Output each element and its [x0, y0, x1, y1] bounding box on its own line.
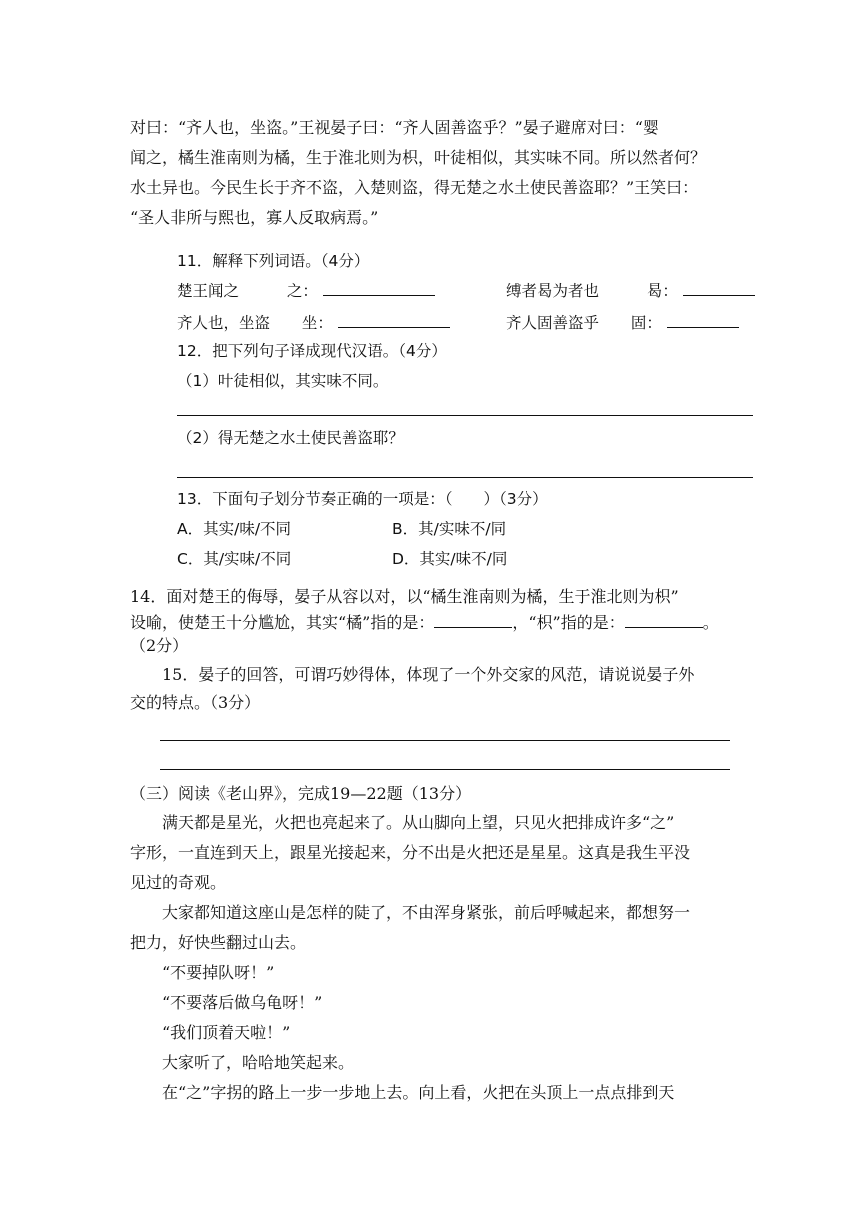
q11-item-1 [177, 279, 435, 302]
section3-line: 满天都是星光，火把也亮起来了。从山脚向上望，只见火把排成许多“之” [162, 813, 675, 832]
section3-line: “不要掉队呀！” [162, 963, 275, 982]
section3-line: “不要落后做乌龟呀！” [162, 993, 323, 1012]
q11-phrase: 齐人固善盗乎 [506, 314, 600, 332]
section3-line: 大家听了，哈哈地笑起来。 [162, 1053, 355, 1072]
passage-line-3: 水土异也。今民生长于齐不盗，入楚则盗，得无楚之水土使民善盗耶？”王笑曰： [130, 178, 699, 197]
answer-blank[interactable] [434, 611, 512, 628]
q11-word: 坐： [301, 314, 333, 332]
answer-line[interactable] [177, 477, 753, 478]
answer-line[interactable] [177, 415, 753, 416]
answer-blank[interactable] [667, 311, 739, 328]
q12-sentence-1: （1）叶徒相似，其实味不同。 [177, 372, 389, 390]
q11-word: 固： [630, 314, 662, 332]
q11-item-4 [506, 311, 739, 334]
q14-line-3: （2分） [130, 636, 189, 655]
section3-heading: （三）阅读《老山界》，完成19—22题（13分） [130, 784, 472, 803]
q11-phrase: 楚王闻之 [177, 282, 240, 300]
section3-line: 在“之”字拐的路上一步一步地上去。向上看，火把在头顶上一点点排到天 [162, 1083, 675, 1102]
section3-line: 把力，好快些翻过山去。 [130, 933, 307, 952]
q13-option-c[interactable]: C．其/实味/不同 [177, 550, 292, 568]
q15-line-2: 交的特点。（3分） [130, 693, 261, 712]
q14-text-b: ，“枳”指的是： [512, 613, 625, 632]
section3-line: 见过的奇观。 [130, 873, 227, 892]
q11-word: 之： [286, 282, 318, 300]
passage-line-4: “圣人非所与熙也，寡人反取病焉。” [130, 208, 379, 227]
answer-line[interactable] [160, 769, 730, 770]
q12-title: 12．把下列句子译成现代汉语。（4分） [177, 342, 447, 360]
section3-line: “我们顶着天啦！” [162, 1023, 291, 1042]
q13-option-a[interactable]: A．其实/味/不同 [177, 520, 292, 538]
passage-line-2: 闻之，橘生淮南则为橘，生于淮北则为枳，叶徒相似，其实味不同。所以然者何？ [130, 148, 707, 167]
section3-line: 字形，一直连到天上，跟星光接起来，分不出是火把还是星星。这真是我生平没 [130, 843, 691, 862]
answer-blank[interactable] [683, 279, 755, 296]
section3-line: 大家都知道这座山是怎样的陡了，不由浑身紧张，前后呼喊起来，都想努一 [162, 903, 691, 922]
q13-option-d[interactable]: D．其实/味不/同 [392, 550, 508, 568]
answer-blank[interactable] [338, 311, 450, 328]
q13-option-b[interactable]: B．其/实味不/同 [392, 520, 507, 538]
q14-text-a: 设喻，使楚王十分尴尬，其实“橘”指的是： [130, 613, 435, 632]
q15-line-1: 15．晏子的回答，可谓巧妙得体，体现了一个外交家的风范，请说说晏子外 [162, 665, 695, 684]
answer-blank[interactable] [323, 279, 435, 296]
passage-line-1: 对曰：“齐人也，坐盗。”王视晏子曰：“齐人固善盗乎？”晏子避席对曰：“婴 [130, 118, 659, 137]
q11-item-3 [177, 311, 450, 334]
q11-title: 11．解释下列词语。（4分） [177, 252, 370, 270]
q11-phrase: 齐人也，坐盗 [177, 314, 271, 332]
q14-text-c: 。 [702, 613, 719, 632]
q11-phrase: 缚者曷为者也 [506, 282, 600, 300]
answer-blank[interactable] [625, 611, 703, 628]
q14-line-2 [130, 611, 719, 634]
q12-sentence-2: （2）得无楚之水土使民善盗耶？ [177, 429, 404, 447]
q11-item-2 [506, 279, 755, 302]
q14-line-1: 14．面对楚王的侮辱，晏子从容以对，以“橘生淮南则为橘，生于淮北则为枳” [130, 587, 679, 606]
q13-title: 13．下面句子划分节奏正确的一项是：（ ）（3分） [177, 490, 548, 508]
q11-word: 曷： [646, 282, 678, 300]
answer-line[interactable] [160, 740, 730, 741]
